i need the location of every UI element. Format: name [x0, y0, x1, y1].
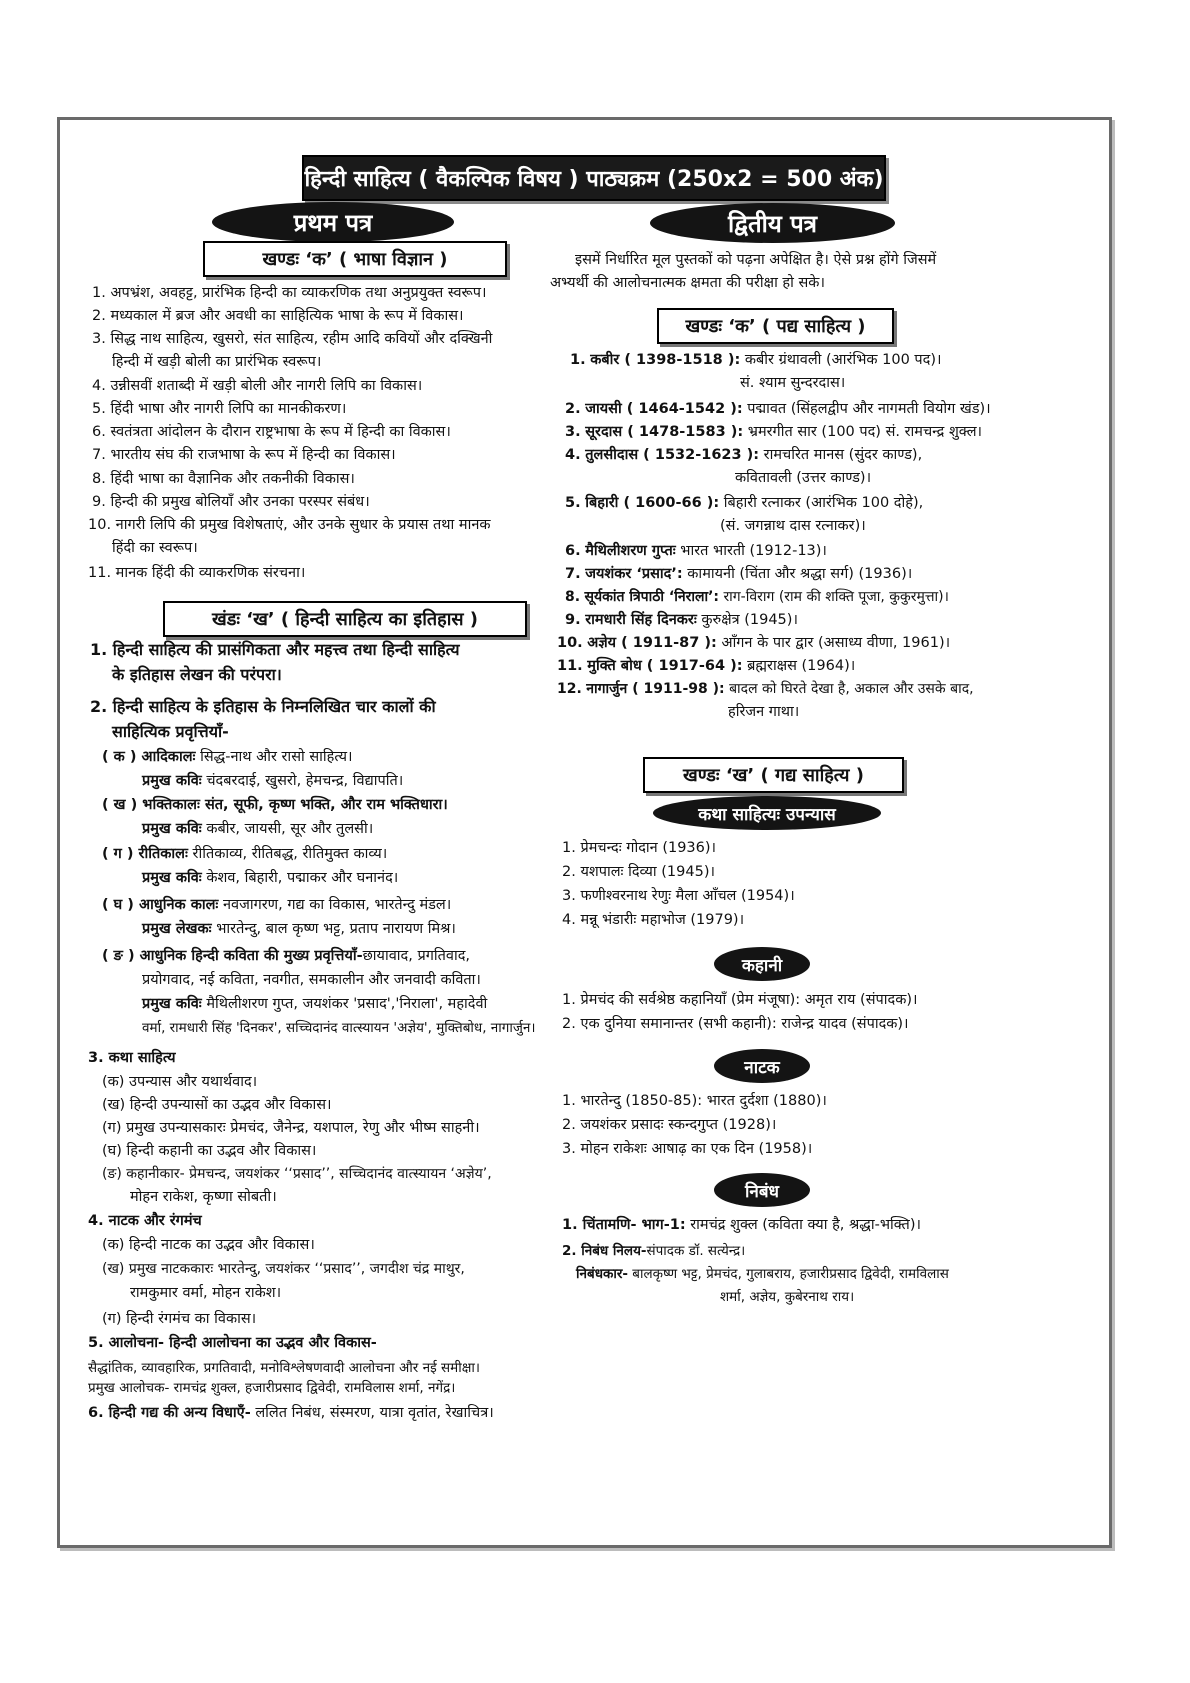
poet-item-continued: सं. श्याम सुन्दरदास।: [740, 375, 846, 391]
list-item: (क) हिन्दी नाटक का उद्भव और विकास।: [102, 1237, 315, 1253]
period-nga-poets: प्रमुख कविः मैथिलीशरण गुप्त, जयशंकर 'प्रसाद','निराला', महादेवी: [142, 996, 488, 1012]
essay-item: निबंधकार- बालकृष्ण भट्ट, प्रेमचंद, गुलाबराय, हजारीप्रसाद द्विवेदी, रामविलास: [576, 1266, 949, 1282]
poet-item-continued: हरिजन गाथा।: [728, 704, 800, 720]
paper1-label: प्रथम पत्र: [212, 202, 454, 242]
essay-label: निबंध: [714, 1173, 810, 1207]
item-3-heading: 3. कथा साहित्य: [88, 1050, 176, 1066]
period-ga-poets: प्रमुख कविः केशव, बिहारी, पद्माकर और घनानंद।: [142, 870, 399, 886]
paper2-label: द्वितीय पत्र: [650, 203, 895, 243]
period-nga: ( ङ ) आधुनिक हिन्दी कविता की मुख्य प्रवृत्तियाँ-छायावाद, प्रगतिवाद,: [102, 948, 471, 964]
poet-item: 10. अज्ञेय ( 1911-87 ): आँगन के पार द्वार (असाध्य वीणा, 1961)।: [557, 635, 951, 651]
poet-item: 6. मैथिलीशरण गुप्तः भारत भारती (1912-13)।: [565, 543, 827, 559]
list-item-continued: के इतिहास लेखन की परंपरा।: [112, 665, 282, 684]
list-item-continued: रामकुमार वर्मा, मोहन राकेश।: [130, 1285, 282, 1301]
list-item: 3. मोहन राकेशः आषाढ़ का एक दिन (1958)।: [562, 1141, 813, 1157]
paper2-section-a-heading: खण्डः ‘क’ ( पद्य साहित्य ): [657, 308, 894, 344]
list-item: 2. यशपालः दिव्या (1945)।: [562, 864, 715, 880]
list-item: (ङ) कहानीकार- प्रेमचन्द, जयशंकर ‘‘प्रसाद’’, सच्चिदानंद वात्स्यायन ‘अज्ञेय’,: [102, 1166, 492, 1182]
poet-item: 7. जयशंकर ‘प्रसाद’: कामायनी (चिंता और श्रद्धा सर्ग) (1936)।: [565, 566, 913, 582]
list-item: 7. भारतीय संघ की राजभाषा के रूप में हिन्दी का विकास।: [92, 447, 396, 463]
list-item-continued: मोहन राकेश, कृष्णा सोबती।: [130, 1189, 277, 1205]
poet-item: 1. कबीर ( 1398-1518 ): कबीर ग्रंथावली (आरंभिक 100 पद)।: [570, 352, 942, 368]
novel-label: कथा साहित्यः उपन्यास: [653, 796, 881, 830]
period-gha: ( घ ) आधुनिक कालः नवजागरण, गद्य का विकास, भारतेन्दु मंडल।: [102, 897, 452, 913]
poet-item: 11. मुक्ति बोध ( 1917-64 ): ब्रह्मराक्षस (1964)।: [557, 658, 856, 674]
list-item-continued: हिन्दी में खड़ी बोली का प्रारंभिक स्वरूप।: [112, 354, 322, 370]
poet-item: 2. जायसी ( 1464-1542 ): पद्मावत (सिंहलद्वीप और नागमती वियोग खंड)।: [565, 401, 991, 417]
list-item: प्रमुख आलोचक- रामचंद्र शुक्ल, हजारीप्रसाद द्विवेदी, रामविलास शर्मा, नगेंद्र।: [88, 1380, 456, 1396]
paper1-section-b-heading: खंडः ‘ख’ ( हिन्दी साहित्य का इतिहास ): [163, 601, 527, 637]
drama-label: नाटक: [714, 1049, 810, 1083]
paper1-section-a-heading: खण्डः ‘क’ ( भाषा विज्ञान ): [203, 241, 507, 277]
period-ga: ( ग ) रीतिकालः रीतिकाव्य, रीतिबद्ध, रीतिमुक्त काव्य।: [102, 846, 388, 862]
period-ka-poets: प्रमुख कविः चंदबरदाई, खुसरो, हेमचन्द्र, विद्यापति।: [142, 773, 404, 789]
paper2-intro-line: इसमें निर्धारित मूल पुस्तकों को पढ़ना अपेक्षित है। ऐसे प्रश्न होंगे जिसमें: [575, 252, 937, 268]
list-item: (ग) प्रमुख उपन्यासकारः प्रेमचंद, जैनेन्द्र, यशपाल, रेणु और भीष्म साहनी।: [102, 1120, 480, 1136]
list-item: 2. हिन्दी साहित्य के इतिहास के निम्नलिखित चार कालों की: [90, 697, 436, 716]
paper2-section-b-heading: खण्डः ‘ख’ ( गद्य साहित्य ): [643, 757, 904, 793]
paper2-intro-line: अभ्यर्थी की आलोचनात्मक क्षमता की परीक्षा हो सके।: [550, 275, 825, 291]
list-item: 1. भारतेन्दु (1850-85): भारत दुर्दशा (1880)।: [562, 1093, 827, 1109]
list-item: 1. अपभ्रंश, अवहट्ट, प्रारंभिक हिन्दी का व्याकरणिक तथा अनुप्रयुक्त स्वरूप।: [92, 285, 487, 301]
list-item-continued: साहित्यिक प्रवृत्तियाँ-: [112, 722, 229, 741]
list-item: 1. प्रेमचन्दः गोदान (1936)।: [562, 840, 717, 856]
list-item: 2. जयशंकर प्रसादः स्कन्दगुप्त (1928)।: [562, 1117, 777, 1133]
list-item: 4. उन्नीसवीं शताब्दी में खड़ी बोली और नागरी लिपि का विकास।: [92, 378, 423, 394]
list-item: 1. हिन्दी साहित्य की प्रासंगिकता और महत्त्व तथा हिन्दी साहित्य: [90, 640, 460, 659]
poet-item: 8. सूर्यकांत त्रिपाठी ‘निराला’: राग-विराग (राम की शक्ति पूजा, कुकुरमुत्ता)।: [565, 589, 949, 605]
list-item: 4. मन्नू भंडारीः महाभोज (1979)।: [562, 912, 745, 928]
list-item: 2. एक दुनिया समानान्तर (सभी कहानी): राजेन्द्र यादव (संपादक)।: [562, 1016, 909, 1032]
poet-item-continued: (सं. जगन्नाथ दास रत्नाकर)।: [720, 518, 866, 534]
list-item: 5. हिंदी भाषा और नागरी लिपि का मानकीकरण।: [92, 401, 347, 417]
list-item: (घ) हिन्दी कहानी का उद्भव और विकास।: [102, 1143, 317, 1159]
period-kha-poets: प्रमुख कविः कबीर, जायसी, सूर और तुलसी।: [142, 821, 374, 837]
list-item: 10. नागरी लिपि की प्रमुख विशेषताएं, और उनके सुधार के प्रयास तथा मानक: [88, 517, 491, 533]
poet-item: 9. रामधारी सिंह दिनकरः कुरुक्षेत्र (1945)।: [565, 612, 798, 628]
period-ka: ( क ) आदिकालः सिद्ध-नाथ और रासो साहित्य।: [102, 749, 353, 765]
list-item: 6. स्वतंत्रता आंदोलन के दौरान राष्ट्रभाषा के रूप में हिन्दी का विकास।: [92, 424, 451, 440]
list-item: 1. प्रेमचंद की सर्वश्रेष्ठ कहानियाँ (प्रेम मंजूषा): अमृत राय (संपादक)।: [562, 992, 918, 1008]
list-item-continued: हिंदी का स्वरूप।: [112, 540, 198, 556]
list-item: (ग) हिन्दी रंगमंच का विकास।: [102, 1311, 257, 1327]
poet-item-continued: कवितावली (उत्तर काण्ड)।: [735, 470, 872, 486]
list-item: 11. मानक हिंदी की व्याकरणिक संरचना।: [88, 565, 306, 581]
page-title: हिन्दी साहित्य ( वैकल्पिक विषय ) पाठ्यक्रम (250x2 = 500 अंक): [302, 155, 886, 201]
list-item: (ख) प्रमुख नाटककारः भारतेन्दु, जयशंकर ‘‘प्रसाद’’, जगदीश चंद्र माथुर,: [102, 1261, 465, 1277]
poet-item: 4. तुलसीदास ( 1532-1623 ): रामचरित मानस (सुंदर काण्ड),: [565, 447, 923, 463]
story-label: कहानी: [714, 947, 810, 981]
poet-item: 5. बिहारी ( 1600-66 ): बिहारी रत्नाकर (आरंभिक 100 दोहे),: [565, 495, 924, 511]
list-item: (ख) हिन्दी उपन्यासों का उद्भव और विकास।: [102, 1097, 332, 1113]
essay-item-continued: शर्मा, अज्ञेय, कुबेरनाथ राय।: [720, 1289, 855, 1305]
period-nga-poets-continued: वर्मा, रामधारी सिंह 'दिनकर', सच्चिदानंद वात्स्यायन 'अज्ञेय', मुक्तिबोध, नागार्जुन।: [142, 1020, 536, 1036]
list-item: 9. हिन्दी की प्रमुख बोलियाँ और उनका परस्पर संबंध।: [92, 494, 370, 510]
list-item: (क) उपन्यास और यथार्थवाद।: [102, 1074, 258, 1090]
list-item: 2. मध्यकाल में ब्रज और अवधी का साहित्यिक भाषा के रूप में विकास।: [92, 308, 464, 324]
list-item: सैद्धांतिक, व्यावहारिक, प्रगतिवादी, मनोविश्लेषणवादी आलोचना और नई समीक्षा।: [88, 1360, 480, 1376]
poet-item: 12. नागार्जुन ( 1911-98 ): बादल को घिरते देखा है, अकाल और उसके बाद,: [557, 681, 974, 697]
list-item: 3. सिद्ध नाथ साहित्य, खुसरो, संत साहित्य, रहीम आदि कवियों और दक्खिनी: [92, 331, 493, 347]
period-nga-continued: प्रयोगवाद, नई कविता, नवगीत, समकालीन और जनवादी कविता।: [142, 972, 481, 988]
essay-item: 1. चिंतामणि- भाग-1: रामचंद्र शुक्ल (कविता क्या है, श्रद्धा-भक्ति)।: [562, 1217, 921, 1233]
period-kha: ( ख ) भक्तिकालः संत, सूफी, कृष्ण भक्ति, और राम भक्तिधारा।: [102, 797, 448, 813]
item-5-heading: 5. आलोचना- हिन्दी आलोचना का उद्भव और विकास-: [88, 1335, 377, 1351]
period-gha-poets: प्रमुख लेखकः भारतेन्दु, बाल कृष्ण भट्ट, प्रताप नारायण मिश्र।: [142, 921, 456, 937]
item-4-heading: 4. नाटक और रंगमंच: [88, 1213, 202, 1229]
list-item: 8. हिंदी भाषा का वैज्ञानिक और तकनीकी विकास।: [92, 471, 355, 487]
poet-item: 3. सूरदास ( 1478-1583 ): भ्रमरगीत सार (100 पद) सं. रामचन्द्र शुक्ल।: [565, 424, 983, 440]
list-item: 3. फणीश्वरनाथ रेणुः मैला आँचल (1954)।: [562, 888, 795, 904]
page-frame: [57, 117, 1112, 1548]
essay-item: 2. निबंध निलय-संपादक डॉ. सत्येन्द्र।: [562, 1243, 746, 1259]
item-6: 6. हिन्दी गद्य की अन्य विधाएँ- ललित निबंध, संस्मरण, यात्रा वृतांत, रेखाचित्र।: [88, 1405, 494, 1421]
